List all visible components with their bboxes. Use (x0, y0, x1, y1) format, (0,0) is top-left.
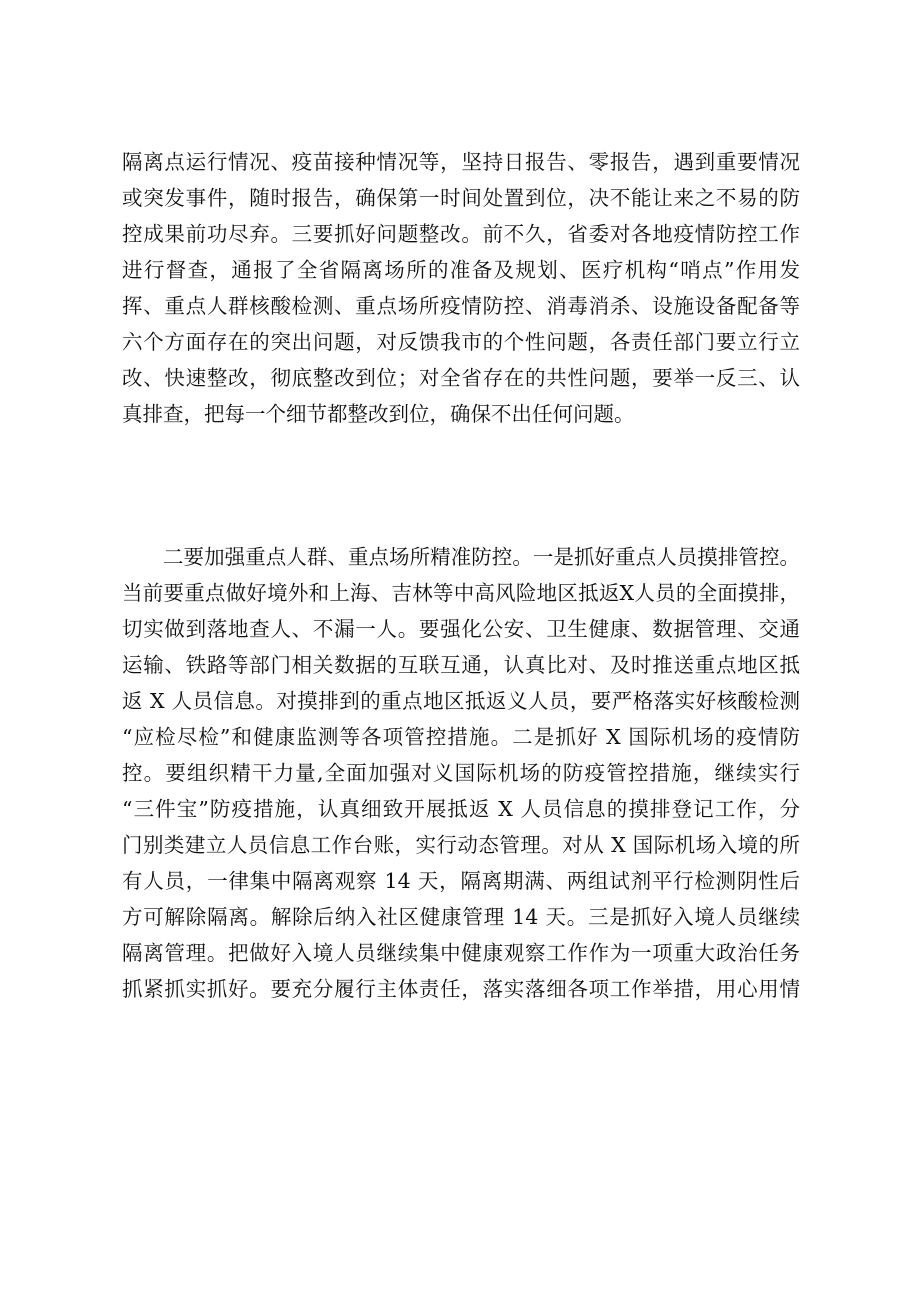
text-line: 方可解除隔离。解除后纳入社区健康管理 14 天。三是抓好入境人员继续 (122, 905, 800, 929)
text-line: 控成果前功尽弃。三要抓好问题整改。前不久，省委对各地疫情防控工作 (122, 222, 800, 246)
text-line: 隔离点运行情况、疫苗接种情况等，坚持日报告、零报告，遇到重要情况 (122, 150, 800, 174)
text-line: 隔离管理。把做好入境人员继续集中健康观察工作作为一项重大政治任务 (122, 941, 800, 965)
text-line: 真排查，把每一个细节都整改到位，确保不出任何问题。 (122, 402, 635, 426)
text-line: 控。要组织精干力量,全面加强对义国际机场的防疫管控措施，继续实行 (122, 761, 800, 785)
text-line: 挥、重点人群核酸检测、重点场所疫情防控、消毒消杀、设施设备配备等 (122, 294, 800, 318)
text-line: 进行督查，通报了全省隔离场所的准备及规划、医疗机构“哨点”作用发 (122, 258, 800, 282)
text-line: 改、快速整改，彻底整改到位；对全省存在的共性问题，要举一反三、认 (122, 366, 800, 390)
text-line: “应检尽检”和健康监测等各项管控措施。二是抓好 X 国际机场的疫情防 (122, 725, 800, 749)
text-line: 有人员，一律集中隔离观察 14 天，隔离期满、两组试剂平行检测阴性后 (122, 869, 800, 893)
text-line: 六个方面存在的突出问题，对反馈我市的个性问题，各责任部门要立行立 (122, 330, 800, 354)
text-line: 或突发事件，随时报告，确保第一时间处置到位，决不能让来之不易的防 (122, 186, 800, 210)
text-line: 抓紧抓实抓好。要充分履行主体责任，落实落细各项工作举措，用心用情 (122, 977, 800, 1001)
text-line: 返 X 人员信息。对摸排到的重点地区抵返义人员，要严格落实好核酸检测 (122, 689, 800, 713)
text-line: 切实做到落地查人、不漏一人。要强化公安、卫生健康、数据管理、交通 (122, 617, 800, 641)
text-line: 当前要重点做好境外和上海、吉林等中高风险地区抵返X人员的全面摸排， (122, 581, 800, 605)
text-line-indented: 二要加强重点人群、重点场所精准防控。一是抓好重点人员摸排管控。 (163, 545, 800, 569)
paragraph-1 (122, 144, 800, 432)
text-line: 门别类建立人员信息工作台账，实行动态管理。对从 X 国际机场入境的所 (122, 833, 800, 857)
text-line: 运输、铁路等部门相关数据的互联互通，认真比对、及时推送重点地区抵 (122, 653, 800, 677)
text-line: “三件宝”防疫措施，认真细致开展抵返 X 人员信息的摸排登记工作，分 (122, 797, 800, 821)
paragraph-2 (122, 539, 800, 1007)
